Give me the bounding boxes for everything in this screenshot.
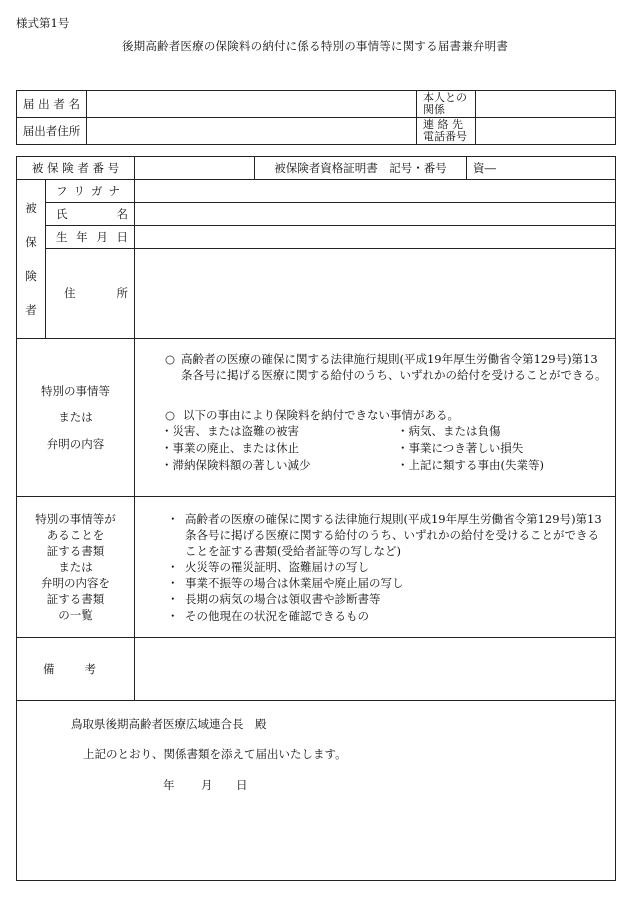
- document-item-text: 高齢者の医療の確保に関する法律施行規則(平成19年厚生労働省令第129号)第13条各号に掲げる医療に関する給付のうち、いずれかの給付を受けることができることを証する書類(受給者証等の写しなど): [185, 512, 602, 559]
- label-char: 住: [64, 286, 76, 301]
- birthdate-field[interactable]: [135, 226, 616, 249]
- circle-mark-icon[interactable]: ○: [165, 352, 176, 366]
- name-field[interactable]: [135, 203, 616, 226]
- circumstances-label-line: 特別の事情等: [41, 383, 110, 398]
- contact-phone-field[interactable]: [476, 118, 616, 145]
- contact-label-line2: 電話番号: [423, 130, 467, 143]
- name-label: [46, 203, 135, 226]
- side-char: 被: [25, 201, 37, 215]
- form-number: 様式第1号: [16, 16, 70, 30]
- label-char: リ: [73, 183, 85, 198]
- birthdate-label: [46, 226, 135, 249]
- option-1-text: 高齢者の医療の確保に関する法律施行規則(平成19年厚生労働省令第129号)第13条各号に掲げる医療に関する給付のうち、いずれかの給付を受けることができる。: [181, 352, 607, 383]
- address-field[interactable]: [135, 249, 616, 339]
- circumstances-content: [135, 339, 616, 497]
- remarks-field[interactable]: [135, 638, 616, 701]
- furigana-field[interactable]: [135, 180, 616, 203]
- option-2[interactable]: [165, 407, 609, 423]
- label-char: 生: [56, 229, 68, 244]
- document-item: [167, 591, 609, 607]
- contact-label-line1: 連 絡 先: [423, 117, 463, 131]
- remarks-label-char: 考: [84, 661, 96, 676]
- relation-label-line1: 本人との: [423, 90, 467, 104]
- documents-label-line: 証する書類: [46, 543, 105, 558]
- documents-label-line: 証する書類: [46, 592, 105, 607]
- document-item-text: その他現在の状況を確認できるもの: [185, 608, 369, 623]
- option-2-text: 以下の事由により保険料を納付できない事情がある。: [183, 408, 459, 423]
- circumstances-label-line: または: [58, 410, 93, 425]
- label-char: 氏: [56, 206, 68, 221]
- document-item-text: 火災等の罹災証明、盗難届けの写し: [185, 560, 369, 575]
- applicant-table: [16, 90, 616, 145]
- label-char: 年: [76, 229, 88, 244]
- document-item-text: 事業不振等の場合は休業届や廃止届の写し: [185, 576, 404, 591]
- label-char: 日: [116, 229, 128, 244]
- document-item: [167, 608, 609, 624]
- label-char: 月: [96, 229, 108, 244]
- option-1[interactable]: [165, 351, 609, 383]
- document-item: [167, 559, 609, 575]
- bullet: ・: [167, 608, 179, 623]
- documents-label-line: 特別の事情等が: [35, 511, 116, 526]
- cert-number-label: 被保険者資格証明書 記号・番号: [255, 157, 467, 180]
- reason-item: ・事業につき著しい損失: [397, 441, 524, 456]
- furigana-label: [46, 180, 135, 203]
- cert-number-field[interactable]: 資―: [467, 157, 616, 180]
- bullet: ・: [167, 512, 179, 526]
- reason-item: ・事業の廃止、または休止: [161, 441, 299, 456]
- label-char: ガ: [91, 183, 103, 198]
- reason-item: ・災害、または盗難の被害: [161, 424, 299, 439]
- circumstances-label: [17, 339, 135, 497]
- label-char: 所: [116, 286, 128, 301]
- date-day-label: 日: [236, 778, 248, 792]
- circle-mark-icon[interactable]: ○: [165, 408, 176, 423]
- label-char: ナ: [108, 183, 120, 198]
- remarks-label: [17, 638, 135, 701]
- form-title: 後期高齢者医療の保険料の納付に係る特別の事情等に関する届書兼弁明書: [121, 39, 509, 53]
- reason-item: ・病気、または負傷: [397, 424, 501, 439]
- relation-field[interactable]: [476, 91, 616, 118]
- insured-number-label: 被 保 険 者 番 号: [17, 157, 135, 180]
- bullet: ・: [167, 576, 179, 591]
- reason-item: ・上記に類する事由(失業等): [397, 458, 544, 473]
- reason-item: ・滞納保険料額の著しい減少: [161, 458, 311, 473]
- relation-label: [417, 91, 476, 118]
- applicant-name-field[interactable]: [87, 91, 417, 118]
- document-item: [167, 511, 609, 559]
- insured-table: [16, 156, 616, 881]
- label-char: フ: [56, 183, 68, 198]
- documents-label-line: 弁明の内容を: [41, 576, 110, 591]
- side-char: 者: [25, 303, 37, 317]
- bullet: ・: [167, 592, 179, 607]
- document-item-text: 長期の病気の場合は領収書や診断書等: [185, 592, 381, 607]
- relation-label-line2: 関係: [423, 103, 445, 116]
- applicant-address-field[interactable]: [87, 118, 417, 145]
- documents-label-line: の一覧: [58, 608, 93, 623]
- insured-side-label: [17, 180, 46, 339]
- label-char: 名: [116, 206, 128, 221]
- documents-label: [17, 497, 135, 638]
- date-month-label: 月: [201, 778, 213, 792]
- remarks-label-char: 備: [43, 661, 55, 676]
- contact-label: [417, 118, 476, 145]
- addressee: 鳥取県後期高齢者医療広域連合長 殿: [71, 717, 267, 731]
- applicant-name-label: 届 出 者 名: [17, 91, 87, 118]
- bullet: ・: [167, 560, 179, 575]
- declaration-section: [17, 701, 616, 881]
- date-year-label: 年: [163, 778, 175, 792]
- documents-content: [135, 497, 616, 638]
- side-char: 保: [25, 235, 37, 249]
- circumstances-label-line: 弁明の内容: [46, 436, 105, 451]
- applicant-address-label: 届出者住所: [17, 118, 87, 145]
- document-item: [167, 575, 609, 591]
- declaration-statement: 上記のとおり、関係書類を添えて届出いたします。: [83, 747, 347, 761]
- side-char: 険: [25, 269, 37, 283]
- insured-number-field[interactable]: [135, 157, 255, 180]
- address-label: [46, 249, 135, 339]
- reason-list: [149, 423, 609, 473]
- documents-label-line: または: [58, 559, 93, 574]
- documents-label-line: あることを: [46, 527, 105, 542]
